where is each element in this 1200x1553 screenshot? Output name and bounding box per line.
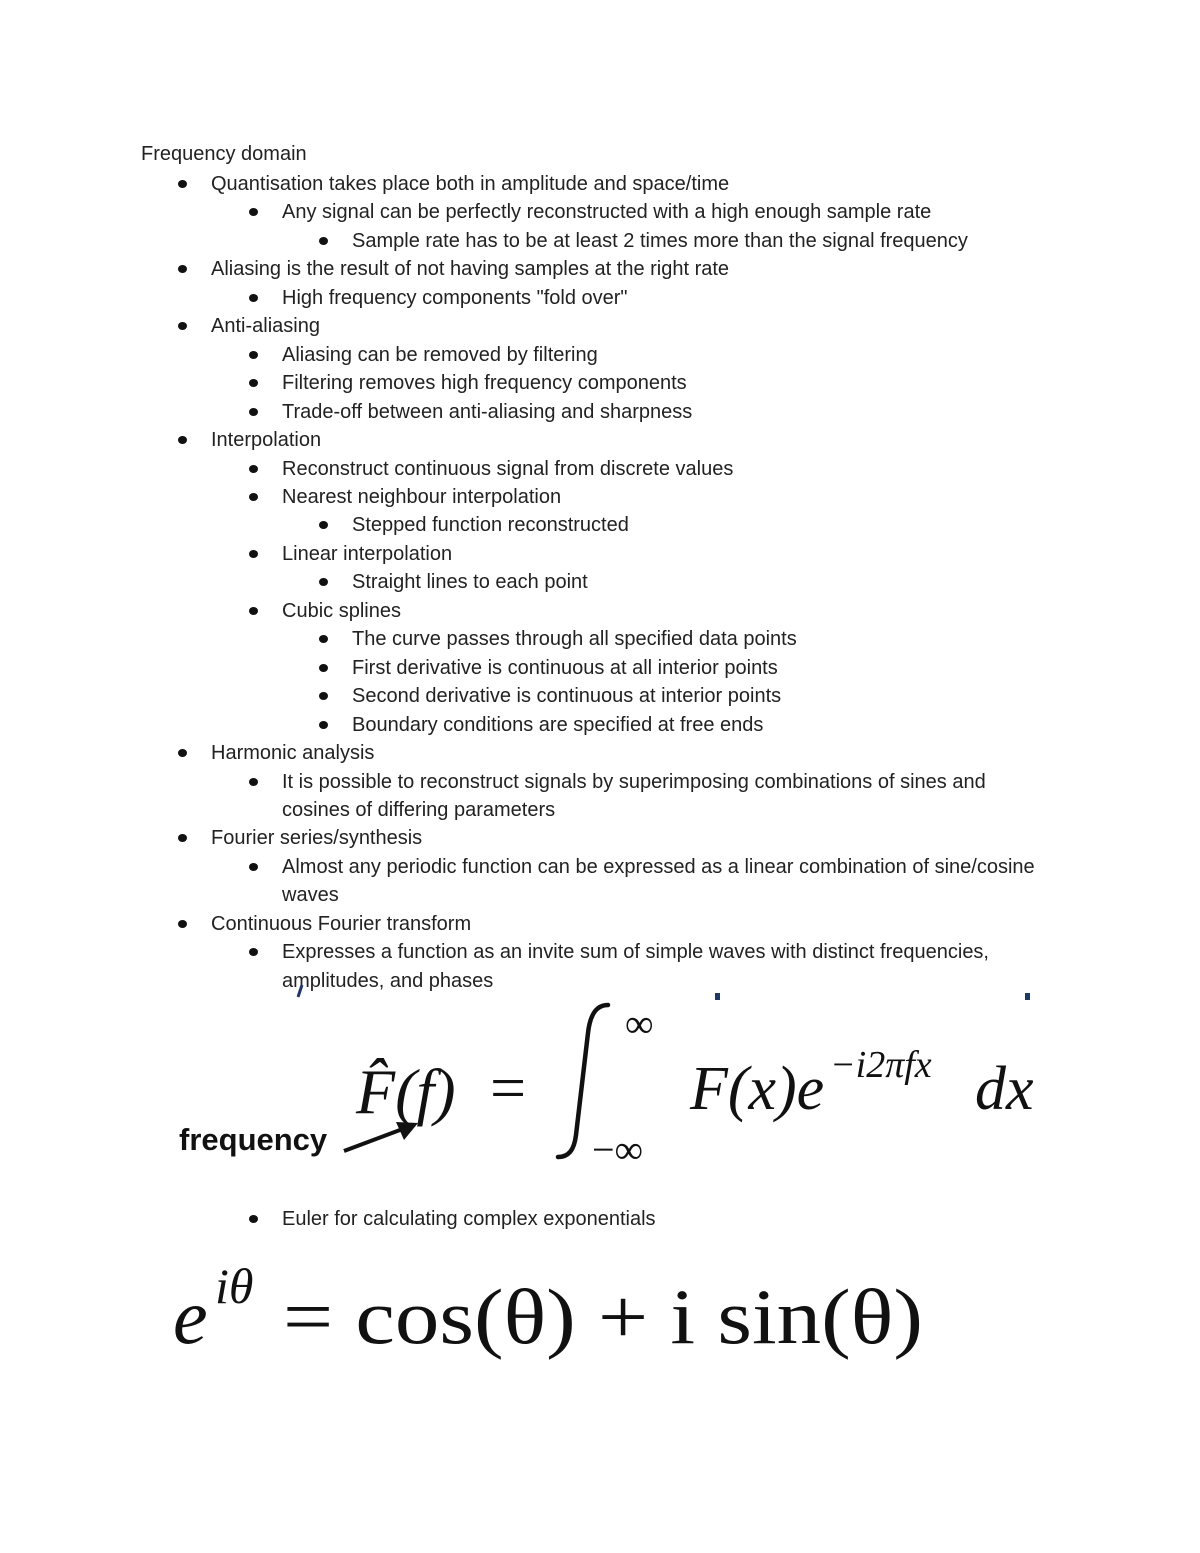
list-item-text: Filtering removes high frequency components [282,372,687,395]
euler-formula-graphic [165,1255,945,1375]
list-item-text: Boundary conditions are specified at free ends [352,713,764,736]
list-item [0,739,1200,767]
bullet-icon [319,578,328,586]
fourier-lhs: F̂(f) [356,1056,456,1127]
bullet-icon [319,692,328,700]
bullet-icon [319,664,328,672]
list-item [0,170,1200,198]
bullet-list [0,170,1200,995]
list-item [0,654,1200,682]
list-item-text: Continuous Fourier transform [211,912,472,935]
list-item [0,227,1200,255]
bullet-icon [249,379,258,387]
edge-mark [298,985,302,997]
list-item [0,284,1200,312]
edge-mark [1025,993,1030,1000]
bullet-icon [249,1215,258,1223]
lower-limit: −∞ [592,1127,644,1172]
bullet-icon [178,436,187,444]
list-item [0,682,1200,710]
bullet-icon [249,493,258,501]
bullet-icon [249,948,258,956]
list-item [0,455,1200,483]
bullet-icon [178,749,187,757]
list-item-text: Almost any periodic function can be expressed as a linear combination of sine/cosine waves [282,855,1035,907]
list-item [0,711,1200,739]
list-item [0,341,1200,369]
euler-item-text: Euler for calculating complex exponentials [282,1208,656,1230]
list-item [0,853,1200,910]
list-item-text: Sample rate has to be at least 2 times more than the signal frequency [352,229,968,252]
list-item [0,198,1200,226]
list-item [0,540,1200,568]
list-item-text: Reconstruct continuous signal from discrete values [282,457,734,480]
bullet-icon [178,834,187,842]
list-item [0,768,1200,825]
fourier-formula-graphic [170,985,1070,1175]
list-item-text: Linear interpolation [282,542,453,565]
list-item-text: Trade-off between anti-aliasing and sharpness [282,400,693,423]
list-item [0,369,1200,397]
list-item-text: Expresses a function as an invite sum of simple waves with distinct frequencies, amplitudes, and phases [282,941,989,992]
bullet-icon [319,635,328,643]
bullet-icon [249,607,258,615]
bullet-icon [249,208,258,216]
list-item-text: Straight lines to each point [352,571,588,594]
list-item-text: Interpolation [211,429,322,452]
list-item [0,426,1200,454]
bullet-icon [178,322,187,330]
bullet-icon [178,920,187,928]
fourier-transform-formula [170,985,1070,1175]
list-item [0,568,1200,596]
bullet-icon [319,721,328,729]
euler-exponent: iθ [215,1258,254,1314]
list-item-text: Aliasing can be removed by filtering [282,343,598,366]
list-item-text: Quantisation takes place both in amplitude and space/time [211,173,730,195]
list-item [0,910,1200,938]
bullet-icon [178,180,187,188]
bullet-icon [249,465,258,473]
euler-rhs: = cos(θ) + i sin(θ) [283,1273,923,1360]
bullet-icon [319,237,328,245]
list-item-text: Cubic splines [282,599,401,622]
list-item-text: Anti-aliasing [211,315,320,338]
list-item [0,597,1200,625]
list-item-text: First derivative is continuous at all interior points [352,656,778,679]
list-item [0,625,1200,653]
list-item-text: The curve passes through all specified data points [352,628,797,651]
list-item [0,312,1200,340]
bullet-icon [249,863,258,871]
integrand: F(x)e [690,1055,825,1123]
fourier-equals: = [490,1052,527,1123]
list-item-text: Any signal can be perfectly reconstructed with a high enough sample rate [282,201,932,224]
bullet-icon [249,294,258,302]
list-item-text: Harmonic analysis [211,742,375,765]
edge-mark [715,993,720,1000]
list-item [0,255,1200,283]
bullet-icon [319,521,328,529]
frequency-annotation: frequency [179,1122,328,1157]
list-item-text: It is possible to reconstruct signals by superimposing combinations of sines and cosines of differing parameters [282,770,986,821]
bullet-icon [249,778,258,786]
list-item-text: Aliasing is the result of not having samples at the right rate [211,258,730,281]
list-item [0,824,1200,852]
list-item-text: Stepped function reconstructed [352,514,629,537]
list-item-text: High frequency components "fold over" [282,286,628,309]
euler-formula [165,1255,945,1375]
page-heading: Frequency domain [141,143,307,165]
bullet-icon [178,265,187,273]
list-item-text: Nearest neighbour interpolation [282,485,562,508]
list-item [0,483,1200,511]
upper-limit: ∞ [625,1001,654,1046]
bullet-icon [249,550,258,558]
bullet-icon [249,351,258,359]
euler-base: e [173,1273,208,1360]
list-item [0,398,1200,426]
list-item [0,511,1200,539]
list-item-text: Second derivative is continuous at interior points [352,685,782,708]
list-item-text: Fourier series/synthesis [211,827,423,850]
differential: dx [975,1055,1034,1123]
bullet-icon [249,408,258,416]
frequency-arrow-line [344,1127,408,1151]
exponent: −i2πfx [830,1044,932,1086]
